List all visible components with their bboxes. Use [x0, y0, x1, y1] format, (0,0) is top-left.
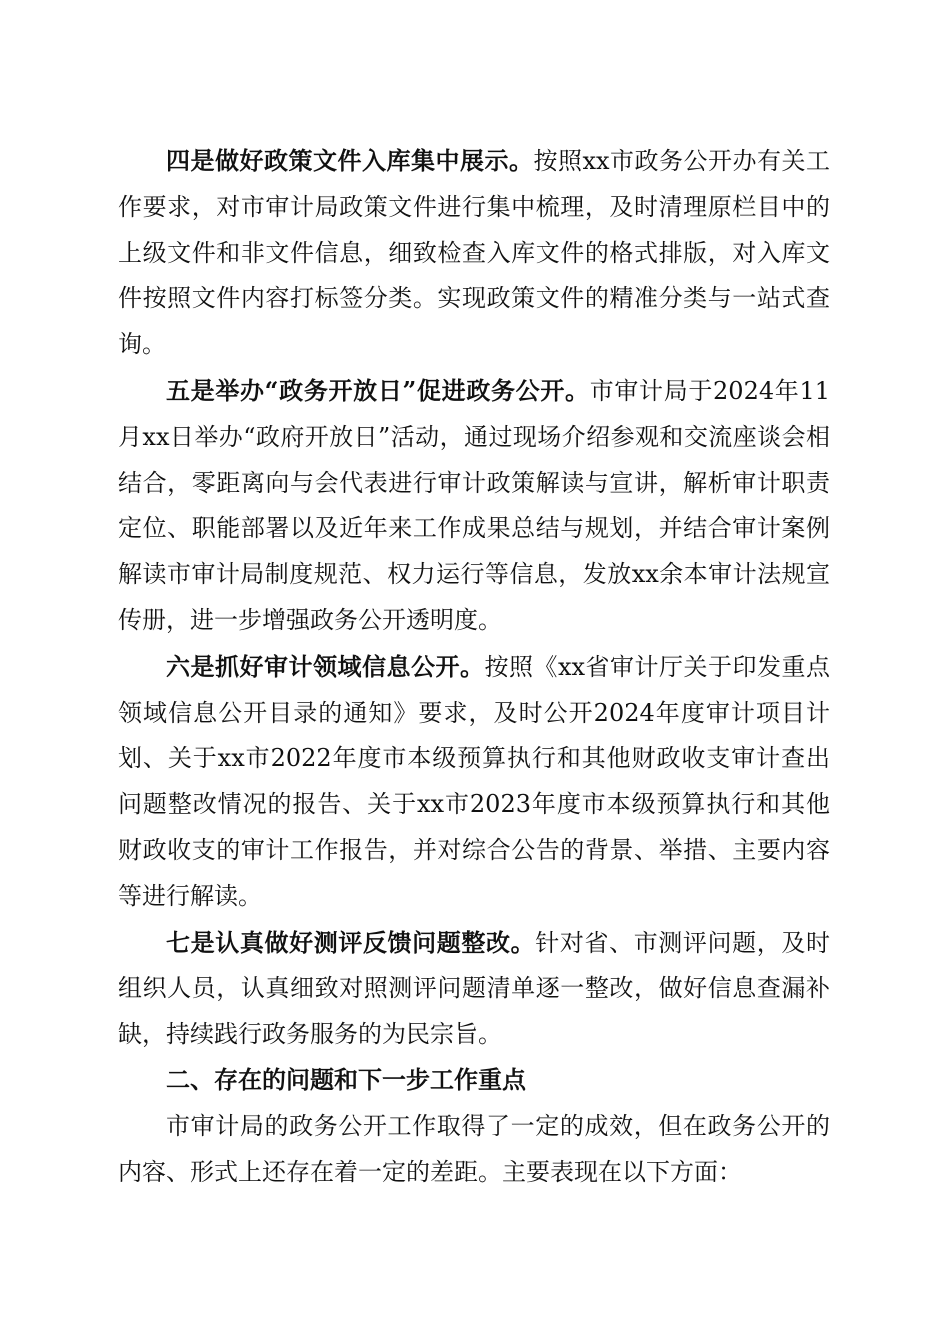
- section-heading: 二、存在的问题和下一步工作重点: [166, 1065, 526, 1094]
- paragraph-text: 按照《xx省审计厅关于印发重点领域信息公开目录的通知》要求，及时公开2024年度审计项目计划、关于xx市2022年度市本级预算执行和其他财政收支审计查出问题整改情况的报告、关于xx市2023年度市本级预算执行和其他财政收支的审计工作报告，并对综合公告的背景、举措、主要内容等进行解读。: [118, 652, 830, 910]
- paragraph-lead: 七是认真做好测评反馈问题整改。: [166, 927, 536, 957]
- paragraph-text: 针对省、市测评问题，及时组织人员，认真细致对照测评问题清单逐一整改，做好信息查漏补缺，持续践行政务服务的为民宗旨。: [118, 928, 831, 1049]
- paragraph-lead: 五是举办“政务开放日”促进政务公开。: [166, 375, 590, 405]
- paragraph-lead: 四是做好政策文件入库集中展示。: [166, 146, 534, 175]
- document-body: [118, 138, 830, 1195]
- paragraph-text: 按照xx市政务公开办有关工作要求，对市审计局政策文件进行集中梳理，及时清理原栏目中的上级文件和非文件信息，细致检查入库文件的格式排版，对入库文件按照文件内容打标签分类。实现政策文件的精准分类与一站式查询。: [118, 147, 831, 359]
- paragraph-audit-disclosure: [118, 644, 830, 920]
- paragraph-text: 市审计局于2024年11月xx日举办“政府开放日”活动，通过现场介绍参观和交流座谈会相结合，零距离向与会代表进行审计政策解读与宣讲，解析审计职责定位、职能部署以及近年来工作成果总结与规划，并结合审计案例解读市审计局制度规范、权力运行等信息，发放xx余本审计法规宣传册，进一步增强政务公开透明度。: [118, 376, 830, 634]
- paragraph-rectification: [118, 920, 830, 1058]
- paragraph-open-day: [118, 368, 830, 644]
- paragraph-lead: 六是抓好审计领域信息公开。: [166, 651, 485, 681]
- paragraph-closing: 市审计局的政务公开工作取得了一定的成效，但在政务公开的内容、形式上还存在着一定的差距。主要表现在以下方面：: [118, 1111, 830, 1186]
- paragraph-policy-documents: [118, 138, 830, 368]
